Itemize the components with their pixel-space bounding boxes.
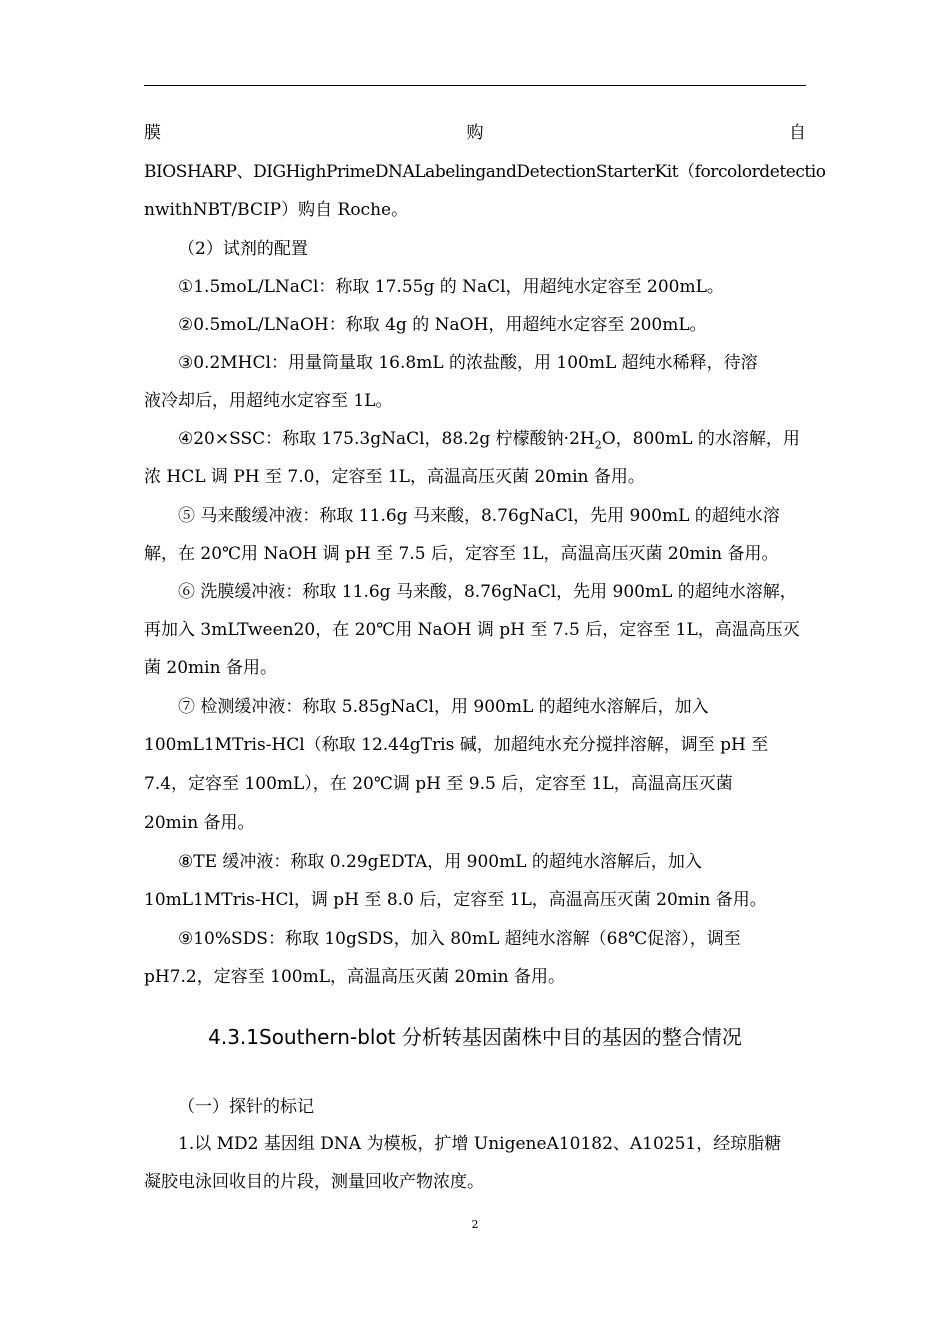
reagent-6-line-1: ⑥ 洗膜缓冲液：称取 11.6g 马来酸，8.76gNaCl，先用 900mL 的超纯水溶解， [178, 582, 797, 602]
reagent-9-line-2: pH7.2，定容至 100mL，高温高压灭菌 20min 备用。 [144, 967, 565, 987]
reagent-4-line-2: 浓 HCL 调 PH 至 7.0，定容至 1L，高温高压灭菌 20min 备用。 [144, 467, 645, 487]
reagent-7-line-2: 100mL1MTris-HCl（称取 12.44gTris 碱，加超纯水充分搅拌溶解，调至 pH 至 [144, 735, 769, 755]
reagent-4-text-a: ④20×SSC：称取 175.3gNaCl，88.2g 柠檬酸钠·2H [178, 429, 595, 449]
probe-heading: （一）探针的标记 [178, 1097, 314, 1117]
reagent-5-line-1: ⑤ 马来酸缓冲液：称取 11.6g 马来酸，8.76gNaCl，先用 900mL 的超纯水溶 [178, 506, 780, 526]
reagent-9-line-1: ⑨10%SDS：称取 10gSDS，加入 80mL 超纯水溶解（68℃促溶），调至 [178, 929, 741, 949]
reagent-5-line-2: 解，在 20℃用 NaOH 调 pH 至 7.5 后，定容至 1L，高温高压灭菌 20min 备用。 [144, 544, 779, 564]
membrane-line-3: nwithNBT/BCIP）购自 Roche。 [144, 200, 409, 220]
membrane-line-2: BIOSHARP、DIGHighPrimeDNALabelingandDetectionStarterKit（forcolordetectio [144, 162, 826, 182]
reagent-7-line-3: 7.4，定容至 100mL），在 20℃调 pH 至 9.5 后，定容至 1L，高温高压灭菌 [144, 774, 733, 794]
membrane-word-3: 自 [789, 123, 806, 143]
reagent-4-subscript: 2 [594, 438, 602, 452]
reagent-8-line-1: ⑧TE 缓冲液：称取 0.29gEDTA，用 900mL 的超纯水溶解后，加入 [178, 852, 702, 872]
header-rule [144, 85, 806, 86]
membrane-word-1: 膜 [144, 123, 161, 143]
page-number: 2 [471, 1218, 479, 1231]
reagent-6-line-3: 菌 20min 备用。 [144, 658, 277, 678]
section-heading: 4.3.1Southern-blot 分析转基因菌株中目的基因的整合情况 [208, 1025, 742, 1049]
reagent-7-line-1: ⑦ 检测缓冲液：称取 5.85gNaCl，用 900mL 的超纯水溶解后，加入 [178, 697, 709, 717]
reagent-8-line-2: 10mL1MTris-HCl，调 pH 至 8.0 后，定容至 1L，高温高压灭菌 20min 备用。 [144, 890, 767, 910]
membrane-line-1 [144, 122, 806, 144]
reagent-6-line-2: 再加入 3mLTween20，在 20℃用 NaOH 调 pH 至 7.5 后，定容至 1L，高温高压灭 [144, 620, 800, 640]
reagent-1: ①1.5moL/LNaCl：称取 17.55g 的 NaCl，用超纯水定容至 200mL。 [178, 277, 724, 297]
step-1-line-2: 凝胶电泳回收目的片段，测量回收产物浓度。 [144, 1172, 484, 1192]
reagent-heading: （2）试剂的配置 [178, 239, 308, 259]
step-1-line-1: 1.以 MD2 基因组 DNA 为模板，扩增 UnigeneA10182、A10251，经琼脂糖 [178, 1134, 782, 1154]
reagent-7-line-4: 20min 备用。 [144, 813, 255, 833]
reagent-4-text-b: O，800mL 的水溶解，用 [601, 429, 800, 449]
reagent-2: ②0.5moL/LNaOH：称取 4g 的 NaOH，用超纯水定容至 200mL。 [178, 315, 707, 335]
reagent-3-line-2: 液冷却后，用超纯水定容至 1L。 [144, 391, 393, 411]
membrane-word-2: 购 [466, 123, 484, 143]
reagent-3-line-1: ③0.2MHCl：用量筒量取 16.8mL 的浓盐酸，用 100mL 超纯水稀释，待溶 [178, 353, 758, 373]
reagent-4-line-1 [178, 428, 840, 450]
